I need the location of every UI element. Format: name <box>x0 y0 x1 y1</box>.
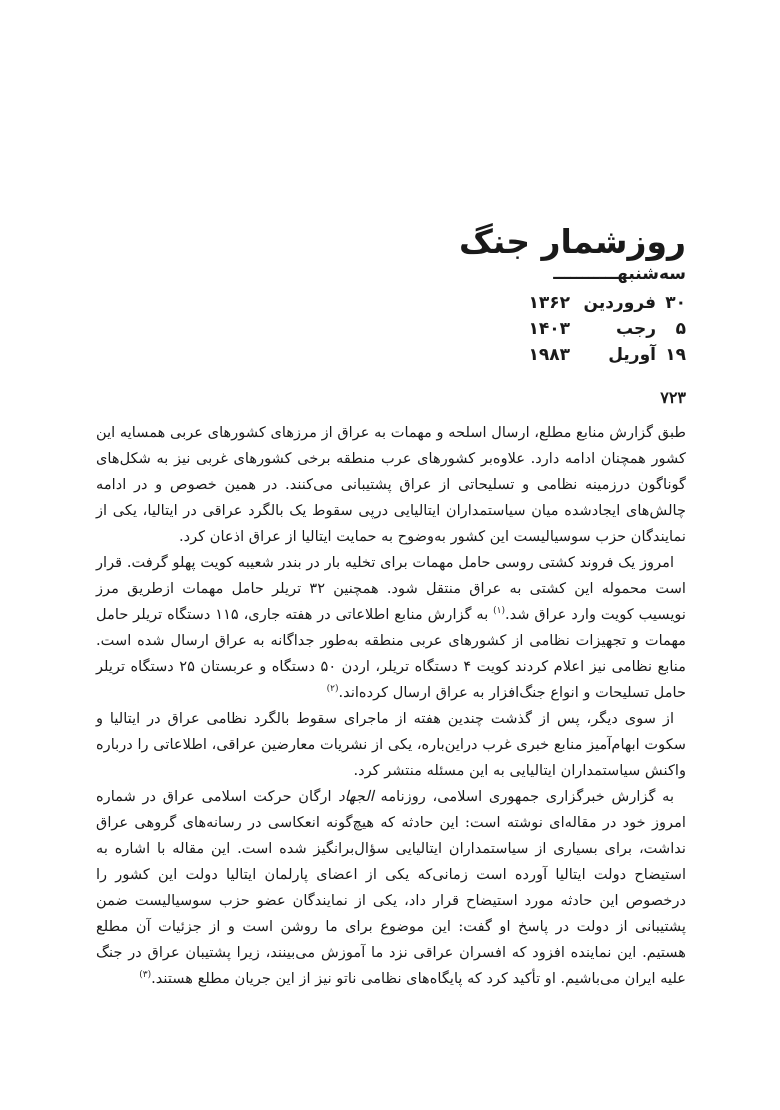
date-row-solar <box>528 290 686 316</box>
date-month: فروردین <box>583 293 656 313</box>
date-day: ۱۹ <box>665 345 686 365</box>
date-year: ۱۴۰۳ <box>528 319 570 339</box>
kashida-stretch: ـــــــــــ <box>553 264 618 284</box>
paragraph-2-part-a: امروز یک فروند کشتی روسی حامل مهمات برای تخلیه بار در بندر شعیبه کویت پهلو گرفت. قرار است محموله این کشتی به عراق منتقل شود. همچنین ۳۲ تریلر حامل مهمات ازطریق مرز نویسیب کویت وارد عراق شد. <box>96 554 686 623</box>
date-month: آوریل <box>608 345 656 365</box>
footnote-ref-1[interactable]: (۱) <box>493 606 505 617</box>
paragraph-2-part-b: به گزارش منابع اطلاعاتی در هفته جاری، ۱۱۵ دستگاه تریلر حامل مهمات و تجهیزات نظامی از کشورهای عربی منطقه به‌طور جداگانه به عراق ارسال شده است. منابع نظامی نیز اعلام کردند کویت ۴ دستگاه تریلر، اردن ۵۰ دستگاه و عربستان ۲۵ دستگاه تریلر حامل تسلیحات و انواع جنگ‌افزار به عراق ارسال کرده‌اند. <box>96 606 686 701</box>
footnote-ref-3[interactable]: (۳) <box>139 970 152 981</box>
body-text <box>96 420 686 992</box>
paragraph-1: طبق گزارش منابع مطلع، ارسال اسلحه و مهمات به عراق از مرزهای کشورهای عربی همسایه این کشور همچنان ادامه دارد. علاوه‌بر کشورهای عرب منطقه برخی کشورهای غربی نیز به شکل‌های گوناگون درزمینه نظامی و تسلیحاتی از عراق پشتیبانی می‌کنند. در همین خصوص و در ادامه چالش‌های ایجادشده میان سیاستمداران ایتالیایی درپی سقوط یک بالگرد عراقی در ایتالیا، یکی از نمایندگان حزب سوسیالیست این کشور به‌وضوح به حمایت ایتالیا از عراق اذعان کرد. <box>96 424 686 545</box>
page-title: روزشمار جنگ <box>458 222 686 261</box>
paragraph-3: از سوی دیگر، پس از گذشت چندین هفته از ماجرای سقوط بالگرد نظامی عراق در ایتالیا و سکوت ابهام‌آمیز منابع خبری غرب دراین‌باره، یکی از نشریات معارضین عراقی، اطلاعاتی را درباره واکنش سیاستمداران ایتالیایی به این مسئله منتشر کرد. <box>96 710 686 779</box>
date-year: ۱۳۶۲ <box>528 293 570 313</box>
date-day: ۳۰ <box>665 293 686 313</box>
footnote-ref-2[interactable]: (۲) <box>326 684 339 695</box>
newspaper-name: الجهاد <box>338 788 374 805</box>
weekday <box>553 264 686 284</box>
date-day: ۵ <box>675 319 686 339</box>
paragraph-4-part-a: به گزارش خبرگزاری جمهوری اسلامی، روزنامه <box>373 788 675 805</box>
paragraph-4 <box>96 784 686 992</box>
paragraph-4-part-b: ارگان حرکت اسلامی عراق در شماره امروز خود در مقاله‌ای نوشته است: این حادثه که هیچ‌گونه انعکاسی در رسانه‌های گروهی عراق نداشت، برای بسیاری از سیاستمداران ایتالیایی سؤال‌برانگیز شده است. این مقاله با اشاره به استیضاح دولت ایتالیا آورده است زمانی‌که یکی از اعضای پارلمان ایتالیا دولت این کشور را درخصوص این حادثه مورد استیضاح قرار داد، یکی از نمایندگان عضو حزب سوسیالیست ضمن پشتیبانی از دولت در پاسخ او گفت: این موضوع برای ما روشن است و از جزئیات آن مطلع هستیم. این نماینده افزود که افسران عراقی نزد ما آموزش می‌بینند، زیرا پشتیبان عراق در جنگ علیه ایران می‌باشیم. او تأکید کرد که پایگاه‌های نظامی ناتو نیز از این جریان مطلع هستند. <box>96 788 686 987</box>
paragraph-2 <box>96 550 686 706</box>
date-row-lunar <box>528 316 686 342</box>
document-page <box>96 0 686 1110</box>
weekday-label: سه‌شنبه <box>617 264 686 284</box>
entry-number: ۷۲۳ <box>660 388 686 407</box>
date-year: ۱۹۸۳ <box>528 345 570 365</box>
date-table <box>528 290 686 368</box>
date-month: رجب <box>615 319 656 339</box>
date-row-gregorian <box>528 342 686 368</box>
